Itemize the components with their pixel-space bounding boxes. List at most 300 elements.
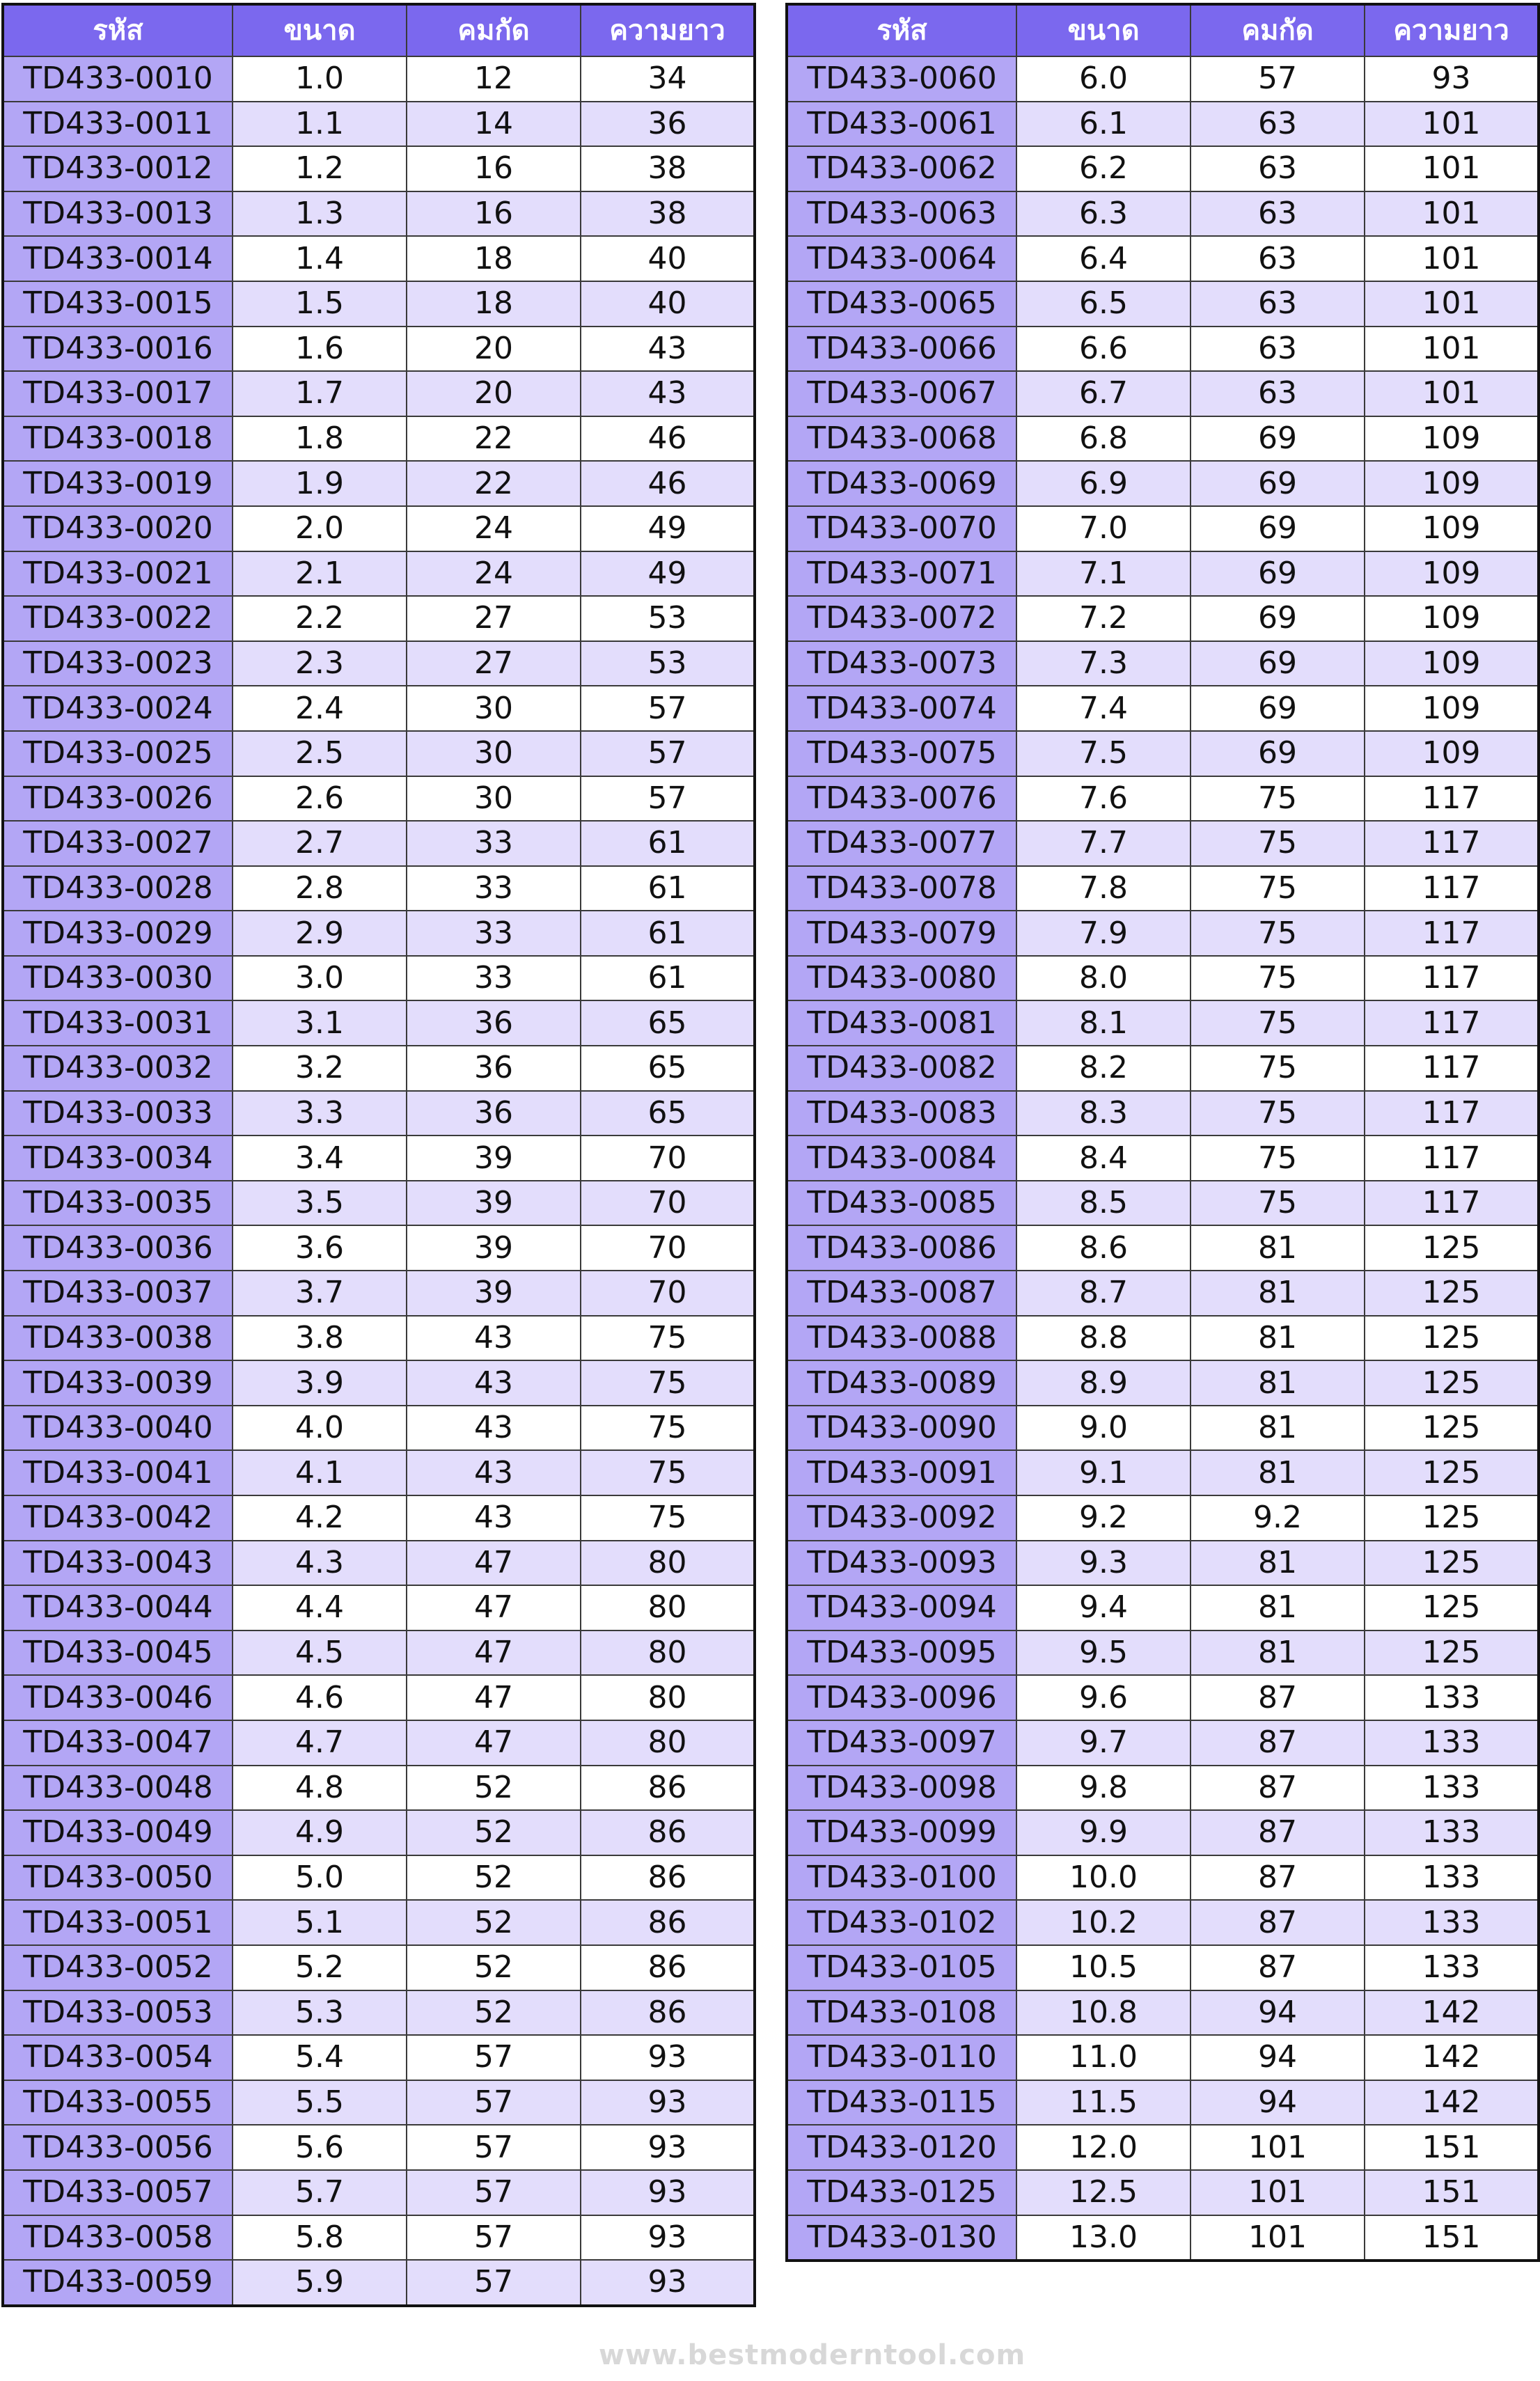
cell-size: 1.6 (233, 327, 407, 372)
cell-cutting-length: 94 (1191, 1990, 1365, 2036)
cell-size: 3.1 (233, 1000, 407, 1046)
table-row (3, 1900, 755, 1945)
cell-overall-length: 46 (581, 416, 755, 462)
cell-code: TD433-0018 (3, 416, 233, 462)
table-row (3, 866, 755, 911)
cell-code: TD433-0027 (3, 821, 233, 866)
cell-cutting-length: 87 (1191, 1810, 1365, 1855)
table-row (3, 327, 755, 372)
cell-code: TD433-0051 (3, 1900, 233, 1945)
cell-size: 7.9 (1016, 911, 1191, 956)
cell-overall-length: 125 (1365, 1541, 1539, 1586)
cell-size: 4.4 (233, 1585, 407, 1630)
cell-size: 13.0 (1016, 2215, 1191, 2261)
cell-code: TD433-0078 (787, 866, 1016, 911)
cell-cutting-length: 87 (1191, 1855, 1365, 1901)
table-row (787, 1630, 1539, 1676)
header-cutting-length: คมกัด (407, 4, 581, 56)
cell-overall-length: 151 (1365, 2170, 1539, 2215)
cell-code: TD433-0125 (787, 2170, 1016, 2215)
cell-size: 8.0 (1016, 956, 1191, 1001)
cell-size: 4.9 (233, 1810, 407, 1855)
table-row (3, 191, 755, 237)
cell-size: 4.7 (233, 1720, 407, 1766)
cell-cutting-length: 57 (407, 2170, 581, 2215)
table-row (787, 1900, 1539, 1945)
cell-overall-length: 61 (581, 821, 755, 866)
table-row (3, 1091, 755, 1136)
cell-code: TD433-0089 (787, 1360, 1016, 1406)
cell-code: TD433-0115 (787, 2080, 1016, 2125)
cell-size: 3.3 (233, 1091, 407, 1136)
table-row (787, 1450, 1539, 1495)
table-row (3, 1945, 755, 1990)
cell-size: 8.8 (1016, 1316, 1191, 1361)
cell-code: TD433-0049 (3, 1810, 233, 1855)
table-row (787, 236, 1539, 281)
table-row (787, 1675, 1539, 1720)
cell-overall-length: 61 (581, 956, 755, 1001)
cell-cutting-length: 9.2 (1191, 1495, 1365, 1541)
cell-size: 3.2 (233, 1046, 407, 1091)
cell-cutting-length: 43 (407, 1450, 581, 1495)
cell-size: 10.8 (1016, 1990, 1191, 2036)
cell-code: TD433-0066 (787, 327, 1016, 372)
cell-cutting-length: 47 (407, 1720, 581, 1766)
cell-overall-length: 38 (581, 146, 755, 191)
header-overall-length: ความยาว (581, 4, 755, 56)
cell-size: 1.3 (233, 191, 407, 237)
cell-code: TD433-0021 (3, 551, 233, 597)
cell-size: 5.9 (233, 2260, 407, 2306)
cell-code: TD433-0046 (3, 1675, 233, 1720)
cell-code: TD433-0047 (3, 1720, 233, 1766)
cell-size: 2.3 (233, 641, 407, 686)
cell-size: 4.2 (233, 1495, 407, 1541)
table-row (3, 461, 755, 506)
cell-cutting-length: 75 (1191, 866, 1365, 911)
cell-size: 5.2 (233, 1945, 407, 1990)
cell-overall-length: 101 (1365, 102, 1539, 147)
cell-cutting-length: 63 (1191, 191, 1365, 237)
cell-size: 8.1 (1016, 1000, 1191, 1046)
header-overall-length: ความยาว (1365, 4, 1539, 56)
cell-cutting-length: 101 (1191, 2215, 1365, 2261)
table-row (3, 731, 755, 776)
table-row (3, 1585, 755, 1630)
cell-overall-length: 70 (581, 1271, 755, 1316)
header-row (787, 4, 1539, 56)
table-row (3, 2125, 755, 2170)
cell-overall-length: 101 (1365, 146, 1539, 191)
cell-size: 6.0 (1016, 56, 1191, 102)
cell-cutting-length: 18 (407, 281, 581, 327)
cell-cutting-length: 43 (407, 1360, 581, 1406)
cell-size: 7.8 (1016, 866, 1191, 911)
header-row (3, 4, 755, 56)
cell-code: TD433-0011 (3, 102, 233, 147)
cell-size: 6.1 (1016, 102, 1191, 147)
cell-overall-length: 117 (1365, 1136, 1539, 1181)
cell-overall-length: 125 (1365, 1450, 1539, 1495)
cell-cutting-length: 14 (407, 102, 581, 147)
cell-code: TD433-0069 (787, 461, 1016, 506)
table-row (787, 2215, 1539, 2261)
table-row (3, 281, 755, 327)
cell-overall-length: 109 (1365, 686, 1539, 731)
cell-code: TD433-0060 (787, 56, 1016, 102)
cell-cutting-length: 81 (1191, 1360, 1365, 1406)
cell-code: TD433-0096 (787, 1675, 1016, 1720)
cell-cutting-length: 57 (407, 2035, 581, 2080)
table-row (787, 1810, 1539, 1855)
cell-code: TD433-0073 (787, 641, 1016, 686)
cell-cutting-length: 63 (1191, 281, 1365, 327)
table-row (3, 2080, 755, 2125)
cell-code: TD433-0079 (787, 911, 1016, 956)
cell-overall-length: 75 (581, 1360, 755, 1406)
cell-size: 8.5 (1016, 1181, 1191, 1226)
cell-cutting-length: 27 (407, 596, 581, 641)
cell-size: 7.3 (1016, 641, 1191, 686)
cell-size: 4.3 (233, 1541, 407, 1586)
cell-size: 4.0 (233, 1406, 407, 1451)
cell-code: TD433-0064 (787, 236, 1016, 281)
cell-cutting-length: 33 (407, 956, 581, 1001)
cell-size: 7.2 (1016, 596, 1191, 641)
cell-code: TD433-0087 (787, 1271, 1016, 1316)
cell-cutting-length: 33 (407, 821, 581, 866)
cell-overall-length: 101 (1365, 371, 1539, 416)
cell-code: TD433-0045 (3, 1630, 233, 1676)
cell-overall-length: 101 (1365, 236, 1539, 281)
cell-overall-length: 93 (581, 2170, 755, 2215)
cell-code: TD433-0098 (787, 1766, 1016, 1811)
cell-size: 5.8 (233, 2215, 407, 2261)
cell-overall-length: 133 (1365, 1810, 1539, 1855)
table-row (787, 641, 1539, 686)
table-row (787, 1000, 1539, 1046)
cell-size: 9.2 (1016, 1495, 1191, 1541)
cell-cutting-length: 75 (1191, 1181, 1365, 1226)
cell-size: 4.8 (233, 1766, 407, 1811)
cell-cutting-length: 52 (407, 1900, 581, 1945)
cell-code: TD433-0110 (787, 2035, 1016, 2080)
cell-overall-length: 101 (1365, 281, 1539, 327)
cell-code: TD433-0084 (787, 1136, 1016, 1181)
cell-size: 8.9 (1016, 1360, 1191, 1406)
cell-cutting-length: 87 (1191, 1675, 1365, 1720)
cell-overall-length: 133 (1365, 1675, 1539, 1720)
cell-size: 8.7 (1016, 1271, 1191, 1316)
cell-overall-length: 125 (1365, 1316, 1539, 1361)
table-row (3, 1360, 755, 1406)
table-row (3, 2215, 755, 2261)
cell-code: TD433-0099 (787, 1810, 1016, 1855)
cell-size: 1.0 (233, 56, 407, 102)
cell-overall-length: 117 (1365, 776, 1539, 822)
cell-size: 2.7 (233, 821, 407, 866)
spec-table-left (1, 3, 756, 2307)
cell-size: 3.7 (233, 1271, 407, 1316)
cell-overall-length: 125 (1365, 1360, 1539, 1406)
cell-size: 9.5 (1016, 1630, 1191, 1676)
cell-code: TD433-0092 (787, 1495, 1016, 1541)
cell-size: 5.6 (233, 2125, 407, 2170)
cell-code: TD433-0033 (3, 1091, 233, 1136)
cell-cutting-length: 43 (407, 1316, 581, 1361)
cell-cutting-length: 43 (407, 1495, 581, 1541)
cell-size: 5.7 (233, 2170, 407, 2215)
table-row (3, 596, 755, 641)
cell-overall-length: 109 (1365, 461, 1539, 506)
cell-code: TD433-0071 (787, 551, 1016, 597)
cell-cutting-length: 20 (407, 371, 581, 416)
header-code: รหัส (3, 4, 233, 56)
table-row (787, 596, 1539, 641)
table-row (787, 956, 1539, 1001)
cell-size: 1.7 (233, 371, 407, 416)
cell-code: TD433-0093 (787, 1541, 1016, 1586)
cell-size: 6.5 (1016, 281, 1191, 327)
cell-overall-length: 109 (1365, 416, 1539, 462)
table-row (3, 776, 755, 822)
cell-code: TD433-0065 (787, 281, 1016, 327)
cell-cutting-length: 101 (1191, 2170, 1365, 2215)
table-row (787, 102, 1539, 147)
cell-code: TD433-0016 (3, 327, 233, 372)
cell-cutting-length: 81 (1191, 1406, 1365, 1451)
cell-cutting-length: 30 (407, 776, 581, 822)
cell-code: TD433-0028 (3, 866, 233, 911)
cell-overall-length: 117 (1365, 1046, 1539, 1091)
cell-code: TD433-0105 (787, 1945, 1016, 1990)
cell-code: TD433-0094 (787, 1585, 1016, 1630)
table-row (787, 327, 1539, 372)
cell-cutting-length: 57 (1191, 56, 1365, 102)
table-row (787, 2125, 1539, 2170)
cell-size: 7.0 (1016, 506, 1191, 551)
cell-code: TD433-0039 (3, 1360, 233, 1406)
cell-overall-length: 117 (1365, 956, 1539, 1001)
cell-cutting-length: 39 (407, 1181, 581, 1226)
cell-cutting-length: 69 (1191, 461, 1365, 506)
cell-cutting-length: 57 (407, 2080, 581, 2125)
cell-code: TD433-0085 (787, 1181, 1016, 1226)
cell-code: TD433-0052 (3, 1945, 233, 1990)
cell-size: 1.4 (233, 236, 407, 281)
cell-size: 9.0 (1016, 1406, 1191, 1451)
cell-code: TD433-0097 (787, 1720, 1016, 1766)
cell-code: TD433-0130 (787, 2215, 1016, 2261)
cell-cutting-length: 39 (407, 1225, 581, 1271)
cell-code: TD433-0057 (3, 2170, 233, 2215)
cell-cutting-length: 47 (407, 1541, 581, 1586)
cell-code: TD433-0088 (787, 1316, 1016, 1361)
cell-overall-length: 109 (1365, 506, 1539, 551)
cell-overall-length: 109 (1365, 731, 1539, 776)
cell-size: 8.4 (1016, 1136, 1191, 1181)
cell-code: TD433-0100 (787, 1855, 1016, 1901)
cell-cutting-length: 57 (407, 2215, 581, 2261)
cell-cutting-length: 69 (1191, 416, 1365, 462)
cell-cutting-length: 12 (407, 56, 581, 102)
cell-overall-length: 49 (581, 551, 755, 597)
cell-size: 6.8 (1016, 416, 1191, 462)
cell-code: TD433-0029 (3, 911, 233, 956)
table-row (787, 191, 1539, 237)
cell-size: 10.2 (1016, 1900, 1191, 1945)
table-row (3, 1990, 755, 2036)
cell-overall-length: 86 (581, 1855, 755, 1901)
cell-size: 6.7 (1016, 371, 1191, 416)
cell-overall-length: 57 (581, 686, 755, 731)
cell-overall-length: 86 (581, 1900, 755, 1945)
header-size: ขนาด (233, 4, 407, 56)
cell-code: TD433-0091 (787, 1450, 1016, 1495)
table-row (3, 821, 755, 866)
cell-size: 2.0 (233, 506, 407, 551)
cell-overall-length: 151 (1365, 2215, 1539, 2261)
cell-cutting-length: 81 (1191, 1630, 1365, 1676)
cell-size: 9.7 (1016, 1720, 1191, 1766)
cell-cutting-length: 52 (407, 1766, 581, 1811)
cell-overall-length: 61 (581, 911, 755, 956)
table-row (787, 686, 1539, 731)
cell-size: 2.5 (233, 731, 407, 776)
table-row (3, 1225, 755, 1271)
cell-code: TD433-0040 (3, 1406, 233, 1451)
cell-overall-length: 38 (581, 191, 755, 237)
cell-cutting-length: 16 (407, 146, 581, 191)
table-row (3, 236, 755, 281)
cell-code: TD433-0080 (787, 956, 1016, 1001)
table-row (3, 1810, 755, 1855)
table-row (787, 146, 1539, 191)
cell-cutting-length: 69 (1191, 551, 1365, 597)
table-row (3, 1271, 755, 1316)
cell-overall-length: 93 (581, 2080, 755, 2125)
table-row (787, 461, 1539, 506)
table-row (787, 1495, 1539, 1541)
cell-size: 2.8 (233, 866, 407, 911)
cell-overall-length: 43 (581, 371, 755, 416)
cell-overall-length: 93 (1365, 56, 1539, 102)
cell-code: TD433-0059 (3, 2260, 233, 2306)
cell-size: 5.1 (233, 1900, 407, 1945)
cell-size: 5.4 (233, 2035, 407, 2080)
cell-size: 12.5 (1016, 2170, 1191, 2215)
cell-cutting-length: 75 (1191, 821, 1365, 866)
table-row (787, 416, 1539, 462)
cell-cutting-length: 52 (407, 1945, 581, 1990)
table-row (3, 1316, 755, 1361)
cell-code: TD433-0013 (3, 191, 233, 237)
table-row (3, 911, 755, 956)
cell-overall-length: 117 (1365, 1181, 1539, 1226)
cell-size: 9.3 (1016, 1541, 1191, 1586)
cell-size: 6.6 (1016, 327, 1191, 372)
cell-cutting-length: 57 (407, 2260, 581, 2306)
cell-overall-length: 117 (1365, 1091, 1539, 1136)
cell-size: 10.0 (1016, 1855, 1191, 1901)
cell-code: TD433-0074 (787, 686, 1016, 731)
cell-code: TD433-0020 (3, 506, 233, 551)
cell-code: TD433-0023 (3, 641, 233, 686)
cell-overall-length: 125 (1365, 1630, 1539, 1676)
cell-overall-length: 101 (1365, 191, 1539, 237)
cell-cutting-length: 87 (1191, 1945, 1365, 1990)
cell-size: 4.1 (233, 1450, 407, 1495)
cell-overall-length: 125 (1365, 1406, 1539, 1451)
table-row (787, 1990, 1539, 2036)
cell-cutting-length: 52 (407, 1990, 581, 2036)
cell-overall-length: 142 (1365, 2080, 1539, 2125)
cell-overall-length: 133 (1365, 1766, 1539, 1811)
table-row (3, 1181, 755, 1226)
cell-size: 7.6 (1016, 776, 1191, 822)
cell-overall-length: 117 (1365, 866, 1539, 911)
cell-overall-length: 86 (581, 1945, 755, 1990)
cell-overall-length: 49 (581, 506, 755, 551)
cell-cutting-length: 22 (407, 461, 581, 506)
cell-overall-length: 86 (581, 1810, 755, 1855)
cell-cutting-length: 75 (1191, 1136, 1365, 1181)
cell-cutting-length: 94 (1191, 2080, 1365, 2125)
table-row (787, 776, 1539, 822)
cell-code: TD433-0095 (787, 1630, 1016, 1676)
cell-cutting-length: 47 (407, 1585, 581, 1630)
table-row (3, 146, 755, 191)
cell-code: TD433-0075 (787, 731, 1016, 776)
table-row (787, 1046, 1539, 1091)
header-size: ขนาด (1016, 4, 1191, 56)
table-row (787, 1091, 1539, 1136)
cell-code: TD433-0102 (787, 1900, 1016, 1945)
cell-overall-length: 93 (581, 2260, 755, 2306)
cell-cutting-length: 20 (407, 327, 581, 372)
cell-overall-length: 36 (581, 102, 755, 147)
cell-cutting-length: 75 (1191, 911, 1365, 956)
cell-code: TD433-0017 (3, 371, 233, 416)
cell-overall-length: 40 (581, 281, 755, 327)
cell-code: TD433-0108 (787, 1990, 1016, 2036)
cell-cutting-length: 57 (407, 2125, 581, 2170)
cell-code: TD433-0024 (3, 686, 233, 731)
cell-size: 1.5 (233, 281, 407, 327)
table-row (3, 551, 755, 597)
cell-code: TD433-0067 (787, 371, 1016, 416)
table-row (787, 2035, 1539, 2080)
cell-code: TD433-0090 (787, 1406, 1016, 1451)
cell-overall-length: 133 (1365, 1720, 1539, 1766)
cell-code: TD433-0015 (3, 281, 233, 327)
cell-overall-length: 93 (581, 2215, 755, 2261)
table-row (787, 866, 1539, 911)
cell-overall-length: 101 (1365, 327, 1539, 372)
cell-size: 7.5 (1016, 731, 1191, 776)
cell-overall-length: 43 (581, 327, 755, 372)
table-row (3, 1675, 755, 1720)
cell-overall-length: 86 (581, 1766, 755, 1811)
cell-size: 9.1 (1016, 1450, 1191, 1495)
cell-size: 1.9 (233, 461, 407, 506)
table-row (3, 102, 755, 147)
table-row (787, 2080, 1539, 2125)
cell-code: TD433-0030 (3, 956, 233, 1001)
table-row (787, 1585, 1539, 1630)
cell-overall-length: 53 (581, 641, 755, 686)
